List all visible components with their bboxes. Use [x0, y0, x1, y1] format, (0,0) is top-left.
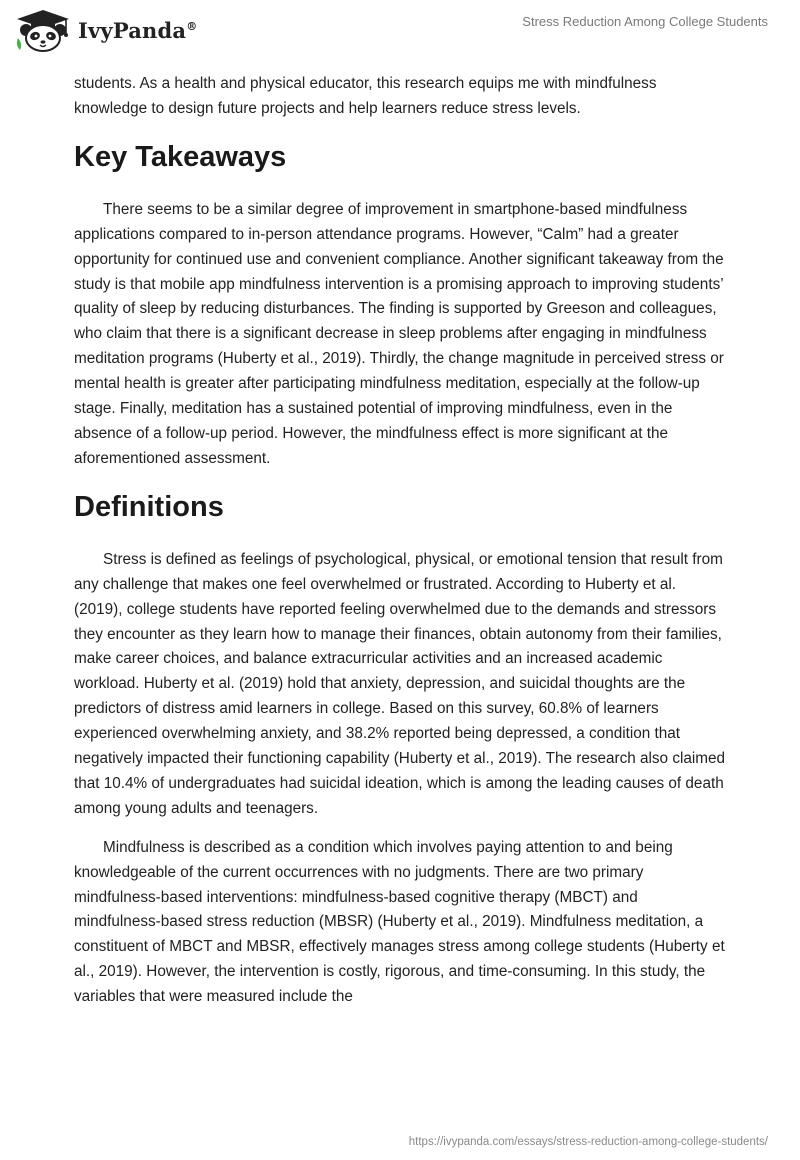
definitions-paragraph-stress: Stress is defined as feelings of psychological, physical, or emotional tension that result from any challenge that makes one feel overwhelmed or frustrated. According to Huberty et al. (2019), college students have reported feeling overwhelmed due to the demands and stressors they encounter as they learn how to manage their finances, obtain autonomy from their families, make career choices, and balance extracurricular activities and an increased academic workload. Huberty et al. (2019) hold that anxiety, depression, and suicidal thoughts are the predictors of distress amid learners in college. Based on this survey, 60.8% of learners experienced overwhelming anxiety, and 38.2% reported being depressed, a condition that negatively impacted their functioning capability (Huberty et al., 2019). The research also claimed that 10.4% of undergraduates had suicidal ideation, which is among the leading causes of death among young adults and teenagers. — [74, 550, 726, 817]
document-title: Stress Reduction Among College Students — [522, 14, 768, 29]
heading-definitions: Definitions — [74, 490, 224, 523]
key-takeaways-paragraph: There seems to be a similar degree of improvement in smartphone-based mindfulness applications compared to in-person attendance programs. However, “Calm” had a greater opportunity for continued use and convenient compliance. Another significant takeaway from the study is that mobile app mindfulness intervention is a promising approach to improving students’ quality of sleep by reducing disturbances. The finding is supported by Greeson and colleagues, who claim that there is a significant decrease in sleep problems after engaging in mindfulness meditation programs (Huberty et al., 2019). Thirdly, the change magnitude in perceived stress or mental health is greater after participating mindfulness meditation, especially at the follow-up stage. Finally, meditation has a sustained potential of improving mindfulness, even in the absence of a follow-up period. However, the mindfulness effect is more significant at the aforementioned assessment. — [74, 200, 724, 467]
footer-source-url[interactable]: https://ivypanda.com/essays/stress-reduction-among-college-students/ — [408, 1136, 768, 1148]
definitions-paragraph-mindfulness: Mindfulness is described as a condition which involves paying attention to and being knowledgeable of the current occurrences with no judgments. There are two primary mindfulness-based interventions: mindfulness-based cognitive therapy (MBCT) and mindfulness-based stress reduction (MBSR) (Huberty et al., 2019). Mindfulness meditation, a constituent of MBCT and MBSR, effectively manages stress among college students (Huberty et al., 2019). However, the intervention is costly, rigorous, and time-consuming. In this study, the variables that were measured include the — [74, 838, 725, 1006]
ivypanda-logo[interactable] — [14, 8, 197, 52]
page-header — [0, 0, 800, 70]
panda-graduate-icon — [14, 8, 72, 52]
brand-name: IvyPanda® — [78, 17, 198, 43]
heading-key-takeaways: Key Takeaways — [74, 140, 287, 173]
essay-content — [74, 72, 726, 1024]
intro-paragraph: students. As a health and physical educator, this research equips me with mindfulness knowledge to design future projects and help learners reduce stress levels. — [74, 75, 657, 117]
